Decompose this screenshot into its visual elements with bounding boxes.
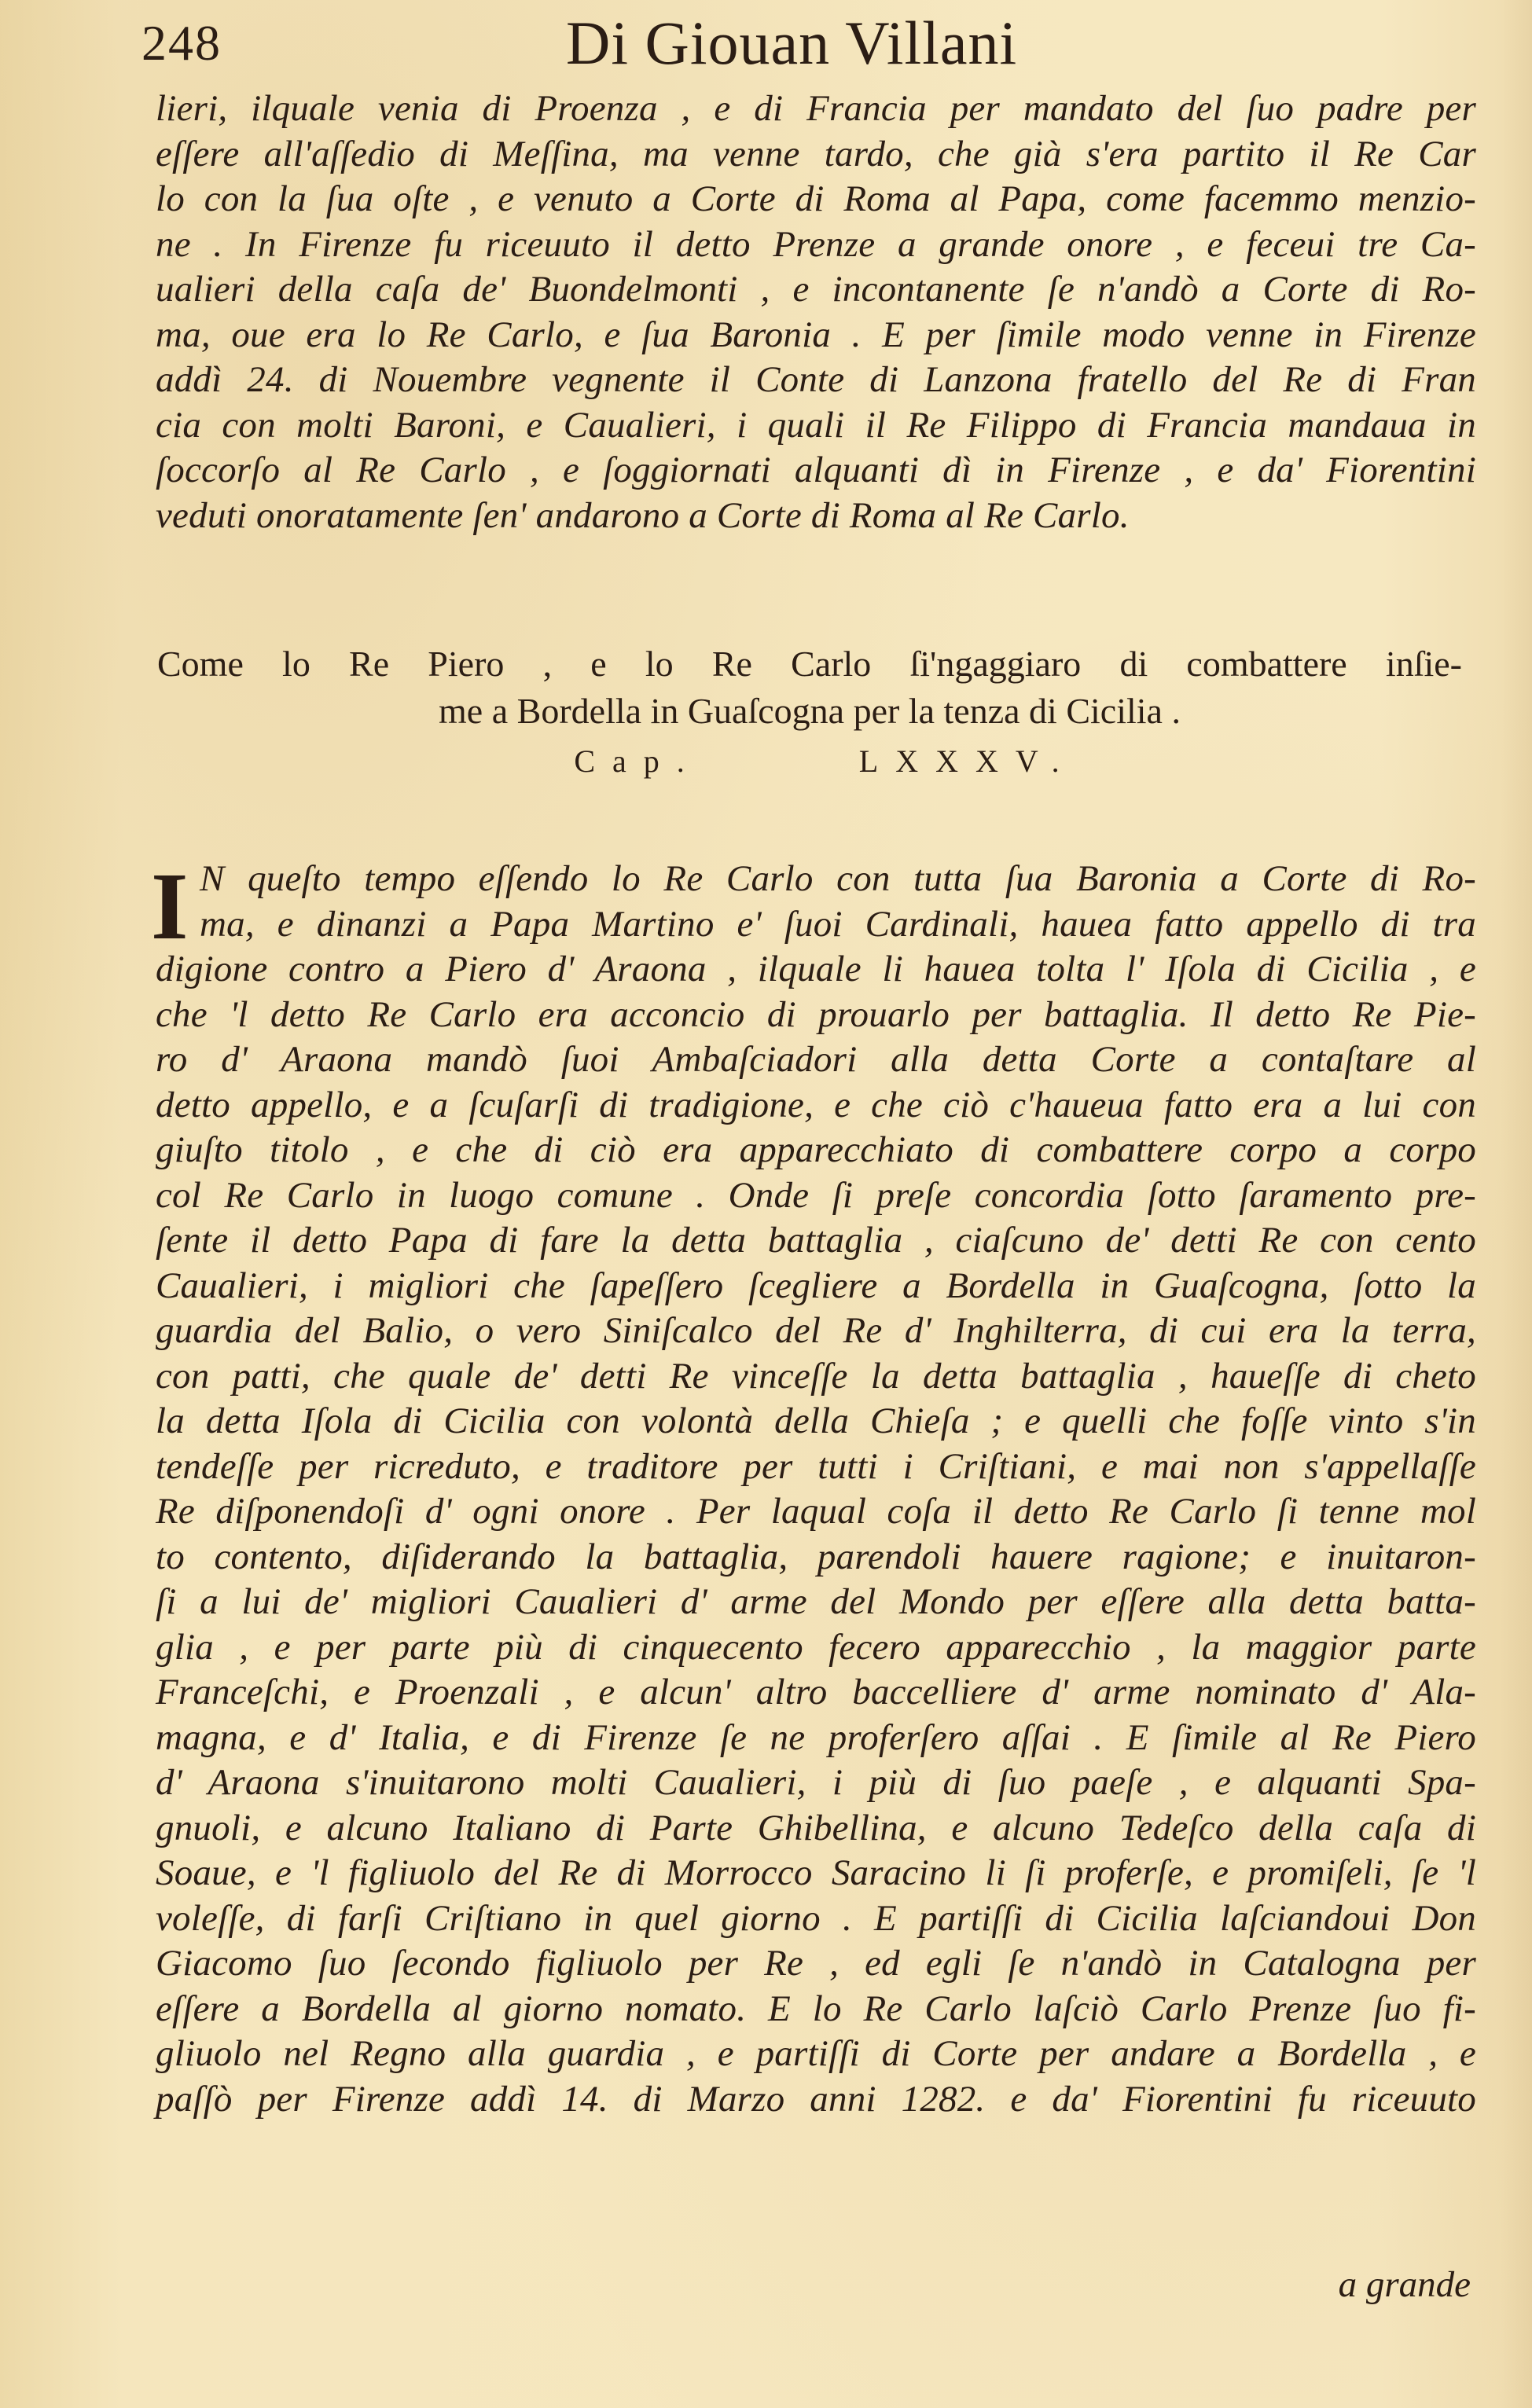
text-line: N queſto tempo eſſendo lo Re Carlo con tutta ſua Baronia a Corte di Ro- bbox=[200, 858, 1476, 899]
text-line: Franceſchi, e Proenzali , e alcun' altro baccelliere d' arme nominato d' Ala- bbox=[156, 1672, 1476, 1712]
page-number: 248 bbox=[141, 15, 222, 71]
chapter-roman-numeral: LXXXV. bbox=[858, 743, 1077, 779]
chapter-heading bbox=[157, 641, 1462, 785]
text-line: ſente il detto Papa di fare la detta battaglia , ciaſcuno de' detti Re con cento bbox=[156, 1220, 1476, 1261]
running-head bbox=[141, 8, 1478, 77]
chapter-title-line: me a Bordella in Guaſcogna per la tenza di Cicilia . bbox=[439, 691, 1181, 731]
text-line: gliuolo nel Regno alla guardia , e partiſſi di Corte per andare a Bordella , e bbox=[156, 2033, 1476, 2074]
text-line: paſſò per Firenze addì 14. di Marzo anni 1282. e da' Fiorentini fu riceuuto bbox=[156, 2078, 1476, 2120]
text-line: con patti, che quale de' detti Re vinceſſe la detta battaglia , haueſſe di cheto bbox=[156, 1355, 1476, 1397]
text-line: giuſto titolo , e che di ciò era apparecchiato di combattere corpo a corpo bbox=[156, 1129, 1476, 1170]
text-line: ma, e dinanzi a Papa Martino e' ſuoi Cardinali, hauea fatto appello di tra bbox=[200, 903, 1476, 945]
text-line: ſoccorſo al Re Carlo , e ſoggiornati alquanti dì in Firenze , e da' Fiorentini bbox=[156, 450, 1476, 490]
text-line: Caualieri, i migliori che ſapeſſero ſcegliere a Bordella in Guaſcogna, ſotto la bbox=[156, 1265, 1476, 1306]
text-line: ro d' Araona mandò ſuoi Ambaſciadori alla detta Corte a contaſtare al bbox=[156, 1039, 1476, 1080]
text-line: che 'l detto Re Carlo era acconcio di prouarlo per battaglia. Il detto Re Pie- bbox=[156, 993, 1476, 1035]
text-line: guardia del Balio, o vero Siniſcalco del Re d' Inghilterra, di cui era la terra, bbox=[156, 1310, 1476, 1351]
text-line: d' Araona s'inuitarono molti Caualieri, i più di ſuo paeſe , e alquanti Spa- bbox=[156, 1762, 1476, 1803]
text-line: detto appello, e a ſcuſarſi di tradigione, e che ciò c'haueua fatto era a lui con bbox=[156, 1084, 1476, 1125]
text-line: Re diſponendoſi d' ogni onore . Per laqual coſa il detto Re Carlo ſi tenne mol bbox=[156, 1491, 1476, 1532]
text-line: cia con molti Baroni, e Caualieri, i quali il Re Filippo di Francia mandaua in bbox=[156, 404, 1476, 446]
chapter-number bbox=[157, 738, 1462, 785]
text-line: tendeſſe per ricreduto, e traditore per tutti i Criſtiani, e mai non s'appellaſſe bbox=[156, 1445, 1476, 1487]
text-line: ne . In Firenze fu riceuuto il detto Prenze a grande onore , e feceui tre Ca- bbox=[156, 223, 1476, 265]
text-line: voleſſe, di farſi Criſtiano in quel giorno . E partiſſi di Cicilia laſciandoui Don bbox=[156, 1897, 1476, 1939]
text-line: veduti onoratamente ſen' andarono a Corte di Roma al Re Carlo. bbox=[156, 494, 1130, 536]
drop-cap-initial: I bbox=[151, 853, 189, 960]
page-edge-shadow bbox=[1501, 0, 1532, 2408]
text-line: magna, e d' Italia, e di Firenze ſe ne proferſero aſſai . E ſimile al Re Piero bbox=[156, 1716, 1476, 1758]
text-line: lieri, ilquale venia di Proenza , e di Francia per mandato del ſuo padre per bbox=[156, 88, 1476, 129]
chapter-body bbox=[151, 853, 1476, 2122]
text-line: ſi a lui de' migliori Caualieri d' arme del Mondo per eſſere alla detta batta- bbox=[156, 1581, 1476, 1622]
text-line: gnuoli, e alcuno Italiano di Parte Ghibellina, e alcuno Tedeſco della caſa di bbox=[156, 1807, 1476, 1848]
previous-chapter-text bbox=[156, 86, 1476, 538]
running-title: Di Giouan Villani bbox=[566, 9, 1018, 77]
text-line: lo con la ſua oſte , e venuto a Corte di Roma al Papa, come facemmo menzio- bbox=[156, 178, 1476, 219]
text-line: glia , e per parte più di cinquecento fecero apparecchio , la maggior parte bbox=[156, 1626, 1476, 1668]
text-line: digione contro a Piero d' Araona , ilquale li hauea tolta l' Iſola di Cicilia , e bbox=[156, 949, 1476, 989]
text-line: Soaue, e 'l figliuolo del Re di Morrocco Saracino li ſi proferſe, e promiſeli, ſe 'l bbox=[156, 1852, 1476, 1893]
text-line: col Re Carlo in luogo comune . Onde ſi preſe concordia ſotto ſaramento pre- bbox=[156, 1174, 1476, 1216]
text-line: la detta Iſola di Cicilia con volontà della Chieſa ; e quelli che foſſe vinto s'in bbox=[156, 1400, 1476, 1441]
catchword: a grande bbox=[1338, 2264, 1471, 2305]
chapter-cap-label: Cap. bbox=[574, 743, 702, 779]
text-line: eſſere all'aſſedio di Meſſina, ma venne tardo, che già s'era partito il Re Car bbox=[156, 133, 1476, 174]
text-line: ma, oue era lo Re Carlo, e ſua Baronia . E per ſimile modo venne in Firenze bbox=[156, 314, 1476, 355]
text-line: Giacomo ſuo ſecondo figliuolo per Re , ed egli ſe n'andò in Catalogna per bbox=[156, 1943, 1476, 1984]
text-line: to contento, diſiderando la battaglia, parendoli hauere ragione; e inuitaron- bbox=[156, 1536, 1476, 1577]
text-line: eſſere a Bordella al giorno nomato. E lo Re Carlo laſciò Carlo Prenze ſuo fi- bbox=[156, 1988, 1476, 2029]
chapter-title-line: Come lo Re Piero , e lo Re Carlo ſi'ngaggiaro di combattere inſie- bbox=[157, 644, 1462, 684]
text-line: ualieri della caſa de' Buondelmonti , e incontanente ſe n'andò a Corte di Ro- bbox=[156, 269, 1476, 310]
text-line: addì 24. di Nouembre vegnente il Conte di Lanzona fratello del Re di Fran bbox=[156, 359, 1476, 400]
